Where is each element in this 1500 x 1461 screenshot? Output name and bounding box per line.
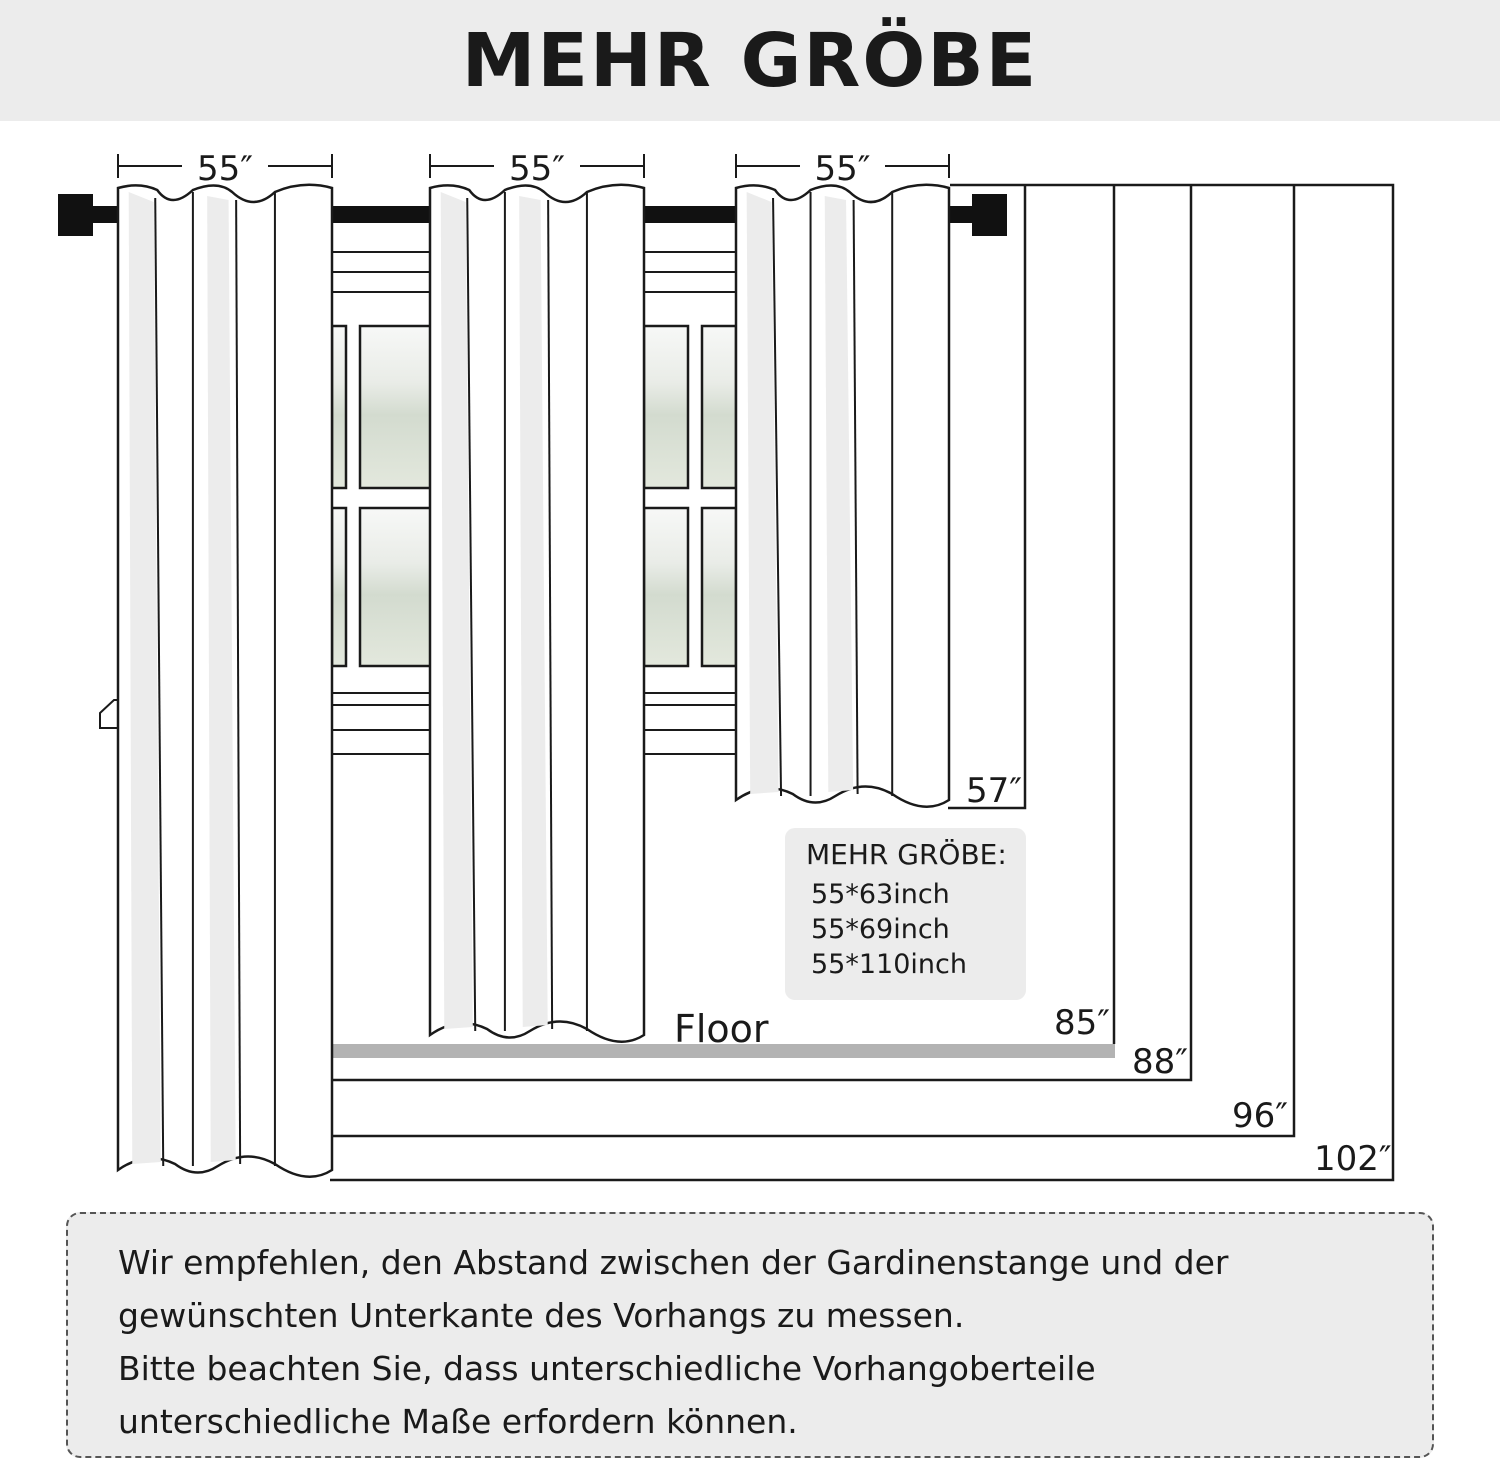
width-dimension <box>430 149 644 189</box>
window-sill <box>332 730 432 754</box>
window-pane <box>332 508 346 666</box>
window-pane <box>702 326 736 488</box>
length-outline-57 <box>948 185 1025 808</box>
curtain-panel <box>118 185 332 1177</box>
window-slat <box>332 272 432 292</box>
curtain-panels <box>118 185 949 1177</box>
width-label: 55″ <box>814 149 871 189</box>
curtain-panel <box>430 185 644 1042</box>
length-label-85: 85″ <box>1054 1003 1110 1043</box>
window-slat <box>332 252 432 272</box>
length-label-88: 88″ <box>1132 1042 1188 1082</box>
width-label: 55″ <box>197 149 253 189</box>
curtain-panel <box>736 185 949 807</box>
window-sill <box>644 730 736 754</box>
size-item: 55*69inch <box>811 914 950 945</box>
width-dimensions <box>118 149 949 189</box>
note-paragraph: Wir empfehlen, den Abstand zwischen der Gardinenstange und der gewünschten Unterkante des Vorhangs zu messen. <box>118 1243 1229 1335</box>
window-pane <box>360 508 432 666</box>
length-label-102: 102″ <box>1314 1139 1392 1179</box>
page-title: MEHR GRÖBE <box>461 17 1039 104</box>
window-pane <box>702 508 736 666</box>
window-pane <box>332 326 346 488</box>
width-label: 55″ <box>509 149 565 189</box>
window-sill <box>332 693 432 705</box>
size-item: 55*63inch <box>811 879 950 910</box>
size-item: 55*110inch <box>811 949 967 980</box>
sizes-title: MEHR GRÖBE: <box>806 838 1007 871</box>
window-pane <box>644 508 688 666</box>
measurement-note <box>66 1212 1434 1458</box>
note-paragraph: Bitte beachten Sie, dass unterschiedliche Vorhangoberteile unterschiedliche Maße erfordern können. <box>118 1349 1096 1441</box>
window-slat <box>644 272 736 292</box>
window-pane <box>644 326 688 488</box>
width-dimension <box>736 149 949 189</box>
additional-sizes-box <box>785 828 1026 1000</box>
window-pane <box>360 326 432 488</box>
width-dimension <box>118 149 332 189</box>
window-slat <box>644 252 736 272</box>
length-label-96: 96″ <box>1232 1096 1288 1136</box>
rod-finial-right <box>972 194 1007 236</box>
floor-label: Floor <box>674 1007 769 1051</box>
window-sill <box>644 693 736 705</box>
length-label-57: 57″ <box>966 771 1022 811</box>
rod-finial-left <box>58 194 93 236</box>
